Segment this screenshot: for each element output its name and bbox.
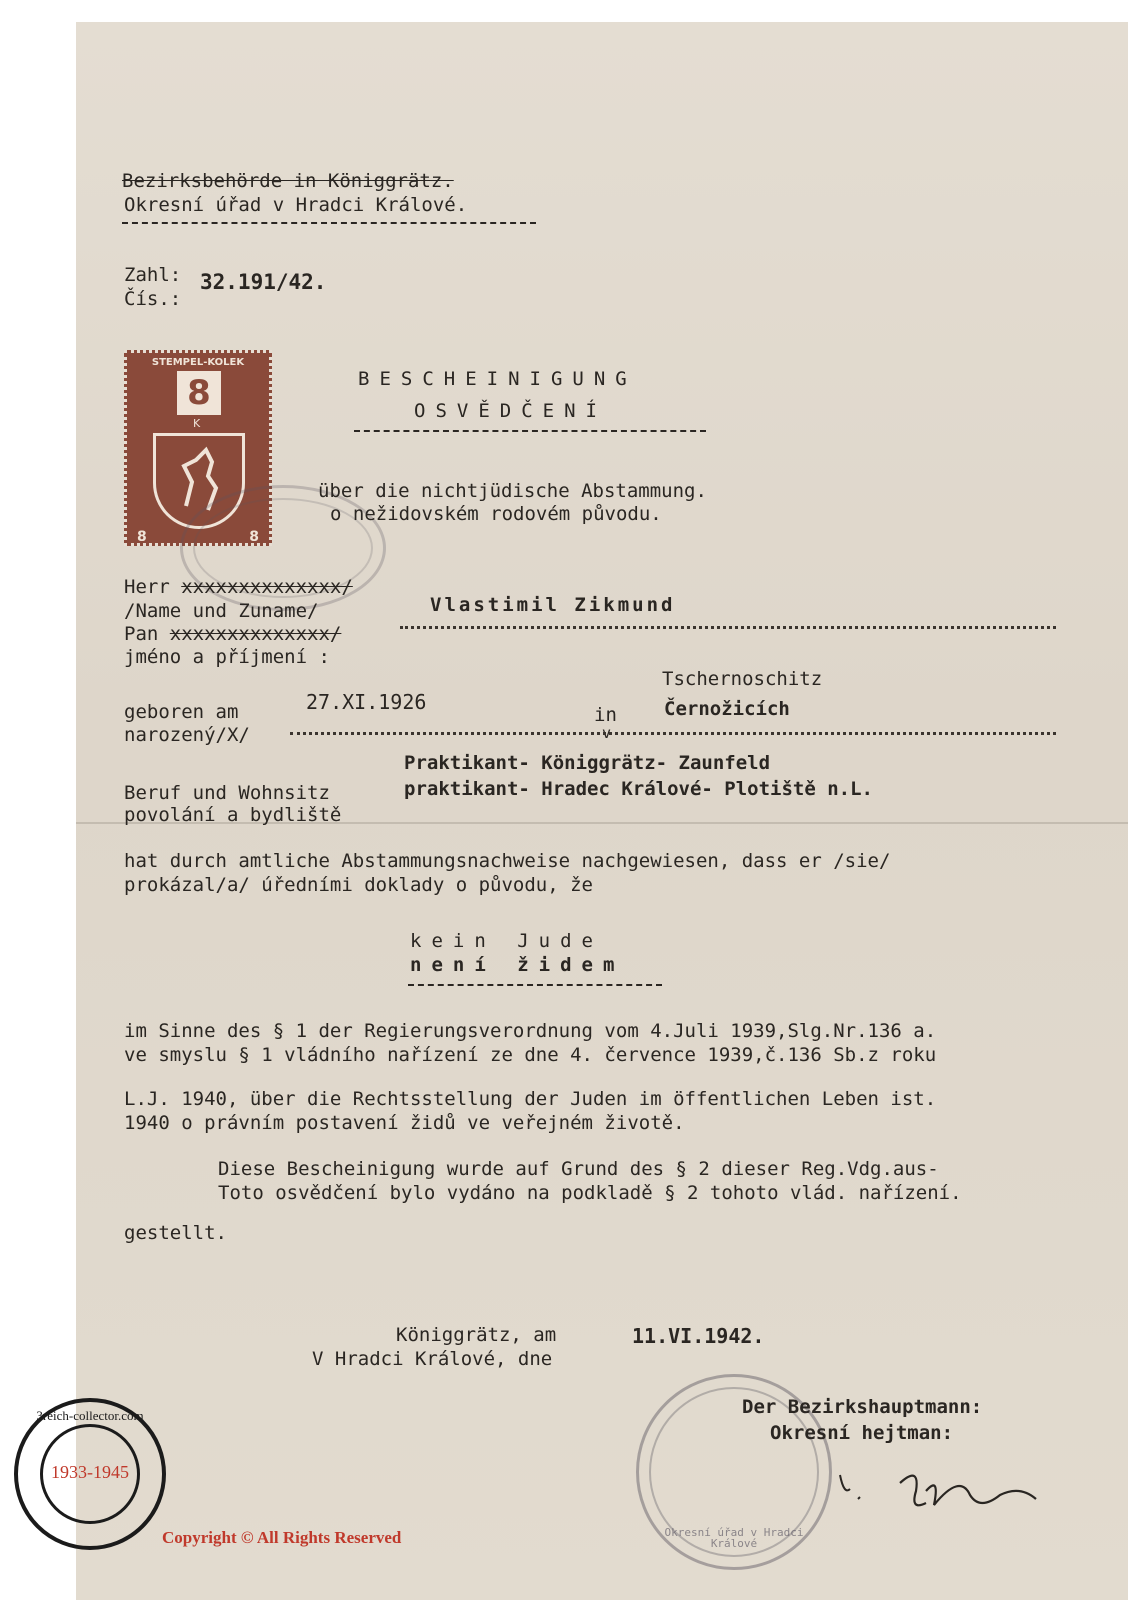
name-dotted-line bbox=[400, 626, 1056, 629]
occupation-de: Praktikant- Königgrätz- Zaunfeld bbox=[404, 752, 771, 774]
legal-line2: ve smyslu § 1 vládního nařízení ze dne 4. července 1939,č.136 Sb.z roku bbox=[124, 1044, 937, 1066]
herr-label: Herr xxxxxxxxxxxxxx/ bbox=[124, 576, 353, 598]
pan-label: Pan xxxxxxxxxxxxxx/ bbox=[124, 623, 342, 645]
birth-in-cz: v bbox=[602, 724, 612, 742]
title-cz: OSVĚDČENÍ bbox=[414, 400, 607, 422]
occupation-label-cz: povolání a bydliště bbox=[124, 804, 342, 826]
reference-label-cz: Čís.: bbox=[124, 288, 182, 310]
title-de: BESCHEINIGUNG bbox=[358, 368, 637, 390]
subtitle-de: über die nichtjüdische Abstammung. bbox=[318, 480, 707, 502]
stamp-header: STEMPEL-KOLEK bbox=[151, 357, 245, 368]
legal-line3: L.J. 1940, über die Rechtsstellung der Juden im öffentlichen Leben ist. bbox=[124, 1088, 937, 1110]
title-underline bbox=[354, 430, 706, 432]
birth-in-de: in bbox=[594, 704, 617, 726]
occupation-cz: praktikant- Hradec Králové- Plotiště n.L. bbox=[404, 778, 873, 800]
issuance-line2: Toto osvědčení bylo vydáno na podkladě § 2 tohoto vlád. nařízení. bbox=[218, 1182, 962, 1204]
issuance-line1: Diese Bescheinigung wurde auf Grund des § 2 dieser Reg.Vdg.aus- bbox=[218, 1158, 939, 1180]
watermark-site: 3reich-collector.com bbox=[36, 1408, 144, 1423]
subtitle-cz: o nežidovském rodovém původu. bbox=[330, 503, 662, 525]
birthplace-cz: Černožicích bbox=[664, 698, 790, 720]
legal-line4: 1940 o právním postavení židů ve veřejném životě. bbox=[124, 1112, 685, 1134]
verdict-underline bbox=[408, 984, 662, 986]
birth-label-cz: narozený/X/ bbox=[124, 724, 250, 746]
birth-label-de: geboren am bbox=[124, 701, 239, 723]
stamp-currency: K bbox=[193, 417, 201, 430]
collector-watermark-icon bbox=[14, 1398, 166, 1550]
birth-date: 27.XI.1926 bbox=[306, 690, 427, 714]
statement-line1: hat durch amtliche Abstammungsnachweise nachgewiesen, dass er /sie/ bbox=[124, 850, 891, 872]
verdict-de: kein Jude bbox=[410, 930, 603, 952]
stamp-value: 8 bbox=[177, 371, 221, 415]
authority-underline bbox=[122, 222, 536, 224]
signatory-de: Der Bezirkshauptmann: bbox=[742, 1396, 983, 1418]
signature-icon bbox=[830, 1455, 1060, 1525]
legal-line1: im Sinne des § 1 der Regierungsverordnung vom 4.Juli 1939,Slg.Nr.136 a. bbox=[124, 1020, 937, 1042]
name-label-de: /Name und Zuname/ bbox=[124, 600, 319, 622]
birthplace-de: Tschernoschitz bbox=[662, 668, 823, 690]
authority-de: Bezirksbehörde in Königgrätz. bbox=[122, 170, 454, 192]
copyright-notice: Copyright © All Rights Reserved bbox=[162, 1528, 402, 1547]
issuance-line3: gestellt. bbox=[124, 1222, 227, 1244]
verdict-cz: není židem bbox=[410, 954, 625, 976]
place-cz: V Hradci Králové, dne bbox=[312, 1348, 553, 1370]
issue-date: 11.VI.1942. bbox=[632, 1324, 765, 1348]
occupation-label-de: Beruf und Wohnsitz bbox=[124, 782, 330, 804]
stamp-value-right: 8 bbox=[249, 529, 259, 545]
birth-dotted-line bbox=[290, 732, 1056, 735]
authority-cz: Okresní úřad v Hradci Králové. bbox=[124, 194, 468, 216]
watermark-years: 1933-1945 bbox=[51, 1462, 129, 1482]
place-de: Königgrätz, am bbox=[396, 1324, 557, 1346]
person-name: Vlastimil Zikmund bbox=[430, 594, 676, 616]
official-seal-text: Okresní úřad v Hradci Králové bbox=[664, 1526, 804, 1550]
statement-line2: prokázal/a/ úředními doklady o původu, že bbox=[124, 874, 593, 896]
reference-number: 32.191/42. bbox=[200, 270, 327, 294]
signatory-cz: Okresní hejtman: bbox=[770, 1422, 954, 1444]
stamp-value-left: 8 bbox=[137, 529, 147, 545]
name-label-cz: jméno a příjmení : bbox=[124, 646, 330, 668]
reference-label-de: Zahl: bbox=[124, 264, 182, 286]
